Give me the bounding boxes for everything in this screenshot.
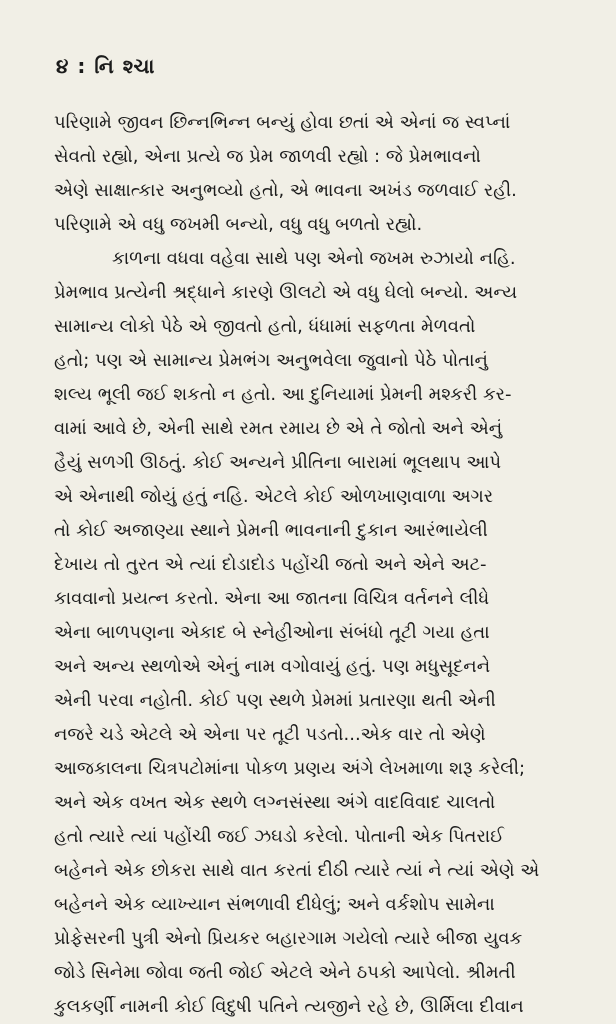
text-line: દેખાય તો તુરત એ ત્યાં દોડાદોડ પહોંચી જતો અને એને અટ- <box>54 554 487 575</box>
text-line: એણે સાક્ષાત્કાર અનુભવ્યો હતો, એ ભાવના અખંડ જળવાઈ રહી. <box>54 180 517 201</box>
text-line: પ્રેમભાવ પ્રત્યેની શ્રદ્ધાને કારણે ઊલટો એ વધુ ઘેલો બન્યો. અન્ય <box>54 282 518 303</box>
text-line: કાવવાનો પ્રયત્ન કરતો. એના આ જાતના વિચિત્ર વર્તનને લીધે <box>54 588 490 609</box>
text-line: હતો ત્યારે ત્યાં પહોંચી જઈ ઝઘડો કરેલો. પોતાની એક પિતરાઈ <box>54 826 505 847</box>
text-line: પરિણામે એ વધુ જખમી બન્યો, વધુ વધુ બળતો રહ્યો. <box>54 214 423 235</box>
text-line: હૈયું સળગી ઊઠતું. કોઈ અન્યને પ્રીતિના બારામાં ભૂલથાપ આપે <box>54 452 502 473</box>
text-line: નજરે ચડે એટલે એ એના પર તૂટી પડતો...એક વાર તો એણે <box>54 724 486 745</box>
text-line: અને એક વખત એક સ્થળે લગ્નસંસ્થા અંગે વાદવિવાદ ચાલતો <box>54 792 496 813</box>
text-line: એની પરવા નહોતી. કોઈ પણ સ્થળે પ્રેમમાં પ્રતારણા થતી એની <box>54 690 496 711</box>
text-line: તો કોઈ અજાણ્યા સ્થાને પ્રેમની ભાવનાની દુકાન આરંભાયેલી <box>54 520 488 541</box>
text-line: પ્રોફેસરની પુત્રી એનો પ્રિયકર બહારગામ ગયેલો ત્યારે બીજા યુવક <box>54 928 523 949</box>
text-line: બહેનને એક વ્યાખ્યાન સંભળાવી દીધેલું; અને વર્કશોપ સામેના <box>54 894 495 915</box>
paragraph <box>54 106 584 242</box>
text-line: શલ્ય ભૂલી જઈ શકતો ન હતો. આ દુનિયામાં પ્રેમની મશ્કરી કર- <box>54 384 512 405</box>
running-head: ૪ : નિ શ્ચા <box>56 54 156 78</box>
text-line: આજકાલના ચિત્રપટોમાંના પોકળ પ્રણય અંગે લેખમાળા શરૂ કરેલી; <box>54 758 526 779</box>
text-line: હતો; પણ એ સામાન્ય પ્રેમભંગ અનુભવેલા જુવાનો પેઠે પોતાનું <box>54 350 488 371</box>
text-line: અને અન્ય સ્થળોએ એનું નામ વગોવાયું હતું. પણ મધુસૂદનને <box>54 656 491 677</box>
text-line: પરિણામે જીવન છિન્નભિન્ન બન્યું હોવા છતાં એ એનાં જ સ્વપ્નાં <box>54 112 511 133</box>
text-line: કાળના વધવા વહેવા સાથે પણ એનો જખમ રુઝાયો નહિ. <box>112 248 516 269</box>
text-line: સેવતો રહ્યો, એના પ્રત્યે જ પ્રેમ જાળવી રહ્યો : જે પ્રેમભાવનો <box>54 146 481 167</box>
text-line: બહેનને એક છોકરા સાથે વાત કરતાં દીઠી ત્યારે ત્યાં ને ત્યાં એણે એ <box>54 860 540 881</box>
text-line: કુલકર્ણી નામની કોઈ વિદુષી પતિને ત્યજીને રહે છે, ઊર્મિલા દીવાન <box>54 996 524 1017</box>
text-line: એના બાળપણના એકાદ બે સ્નેહીઓના સંબંધો તૂટી ગયા હતા <box>54 622 490 643</box>
text-line: જોડે સિનેમા જોવા જતી જોઈ એટલે એને ઠપકો આપેલો. શ્રીમતી <box>54 962 516 983</box>
text-line: વામાં આવે છે, એની સાથે રમત રમાય છે એ તે જોતો અને એનું <box>54 418 503 439</box>
paragraph <box>54 242 584 1024</box>
text-line: એ એનાથી જોયું હતું નહિ. એટલે કોઈ ઓળખાણવાળા અગર <box>54 486 494 507</box>
text-line: સામાન્ય લોકો પેઠે એ જીવતો હતો, ધંધામાં સફળતા મેળવતો <box>54 316 476 337</box>
